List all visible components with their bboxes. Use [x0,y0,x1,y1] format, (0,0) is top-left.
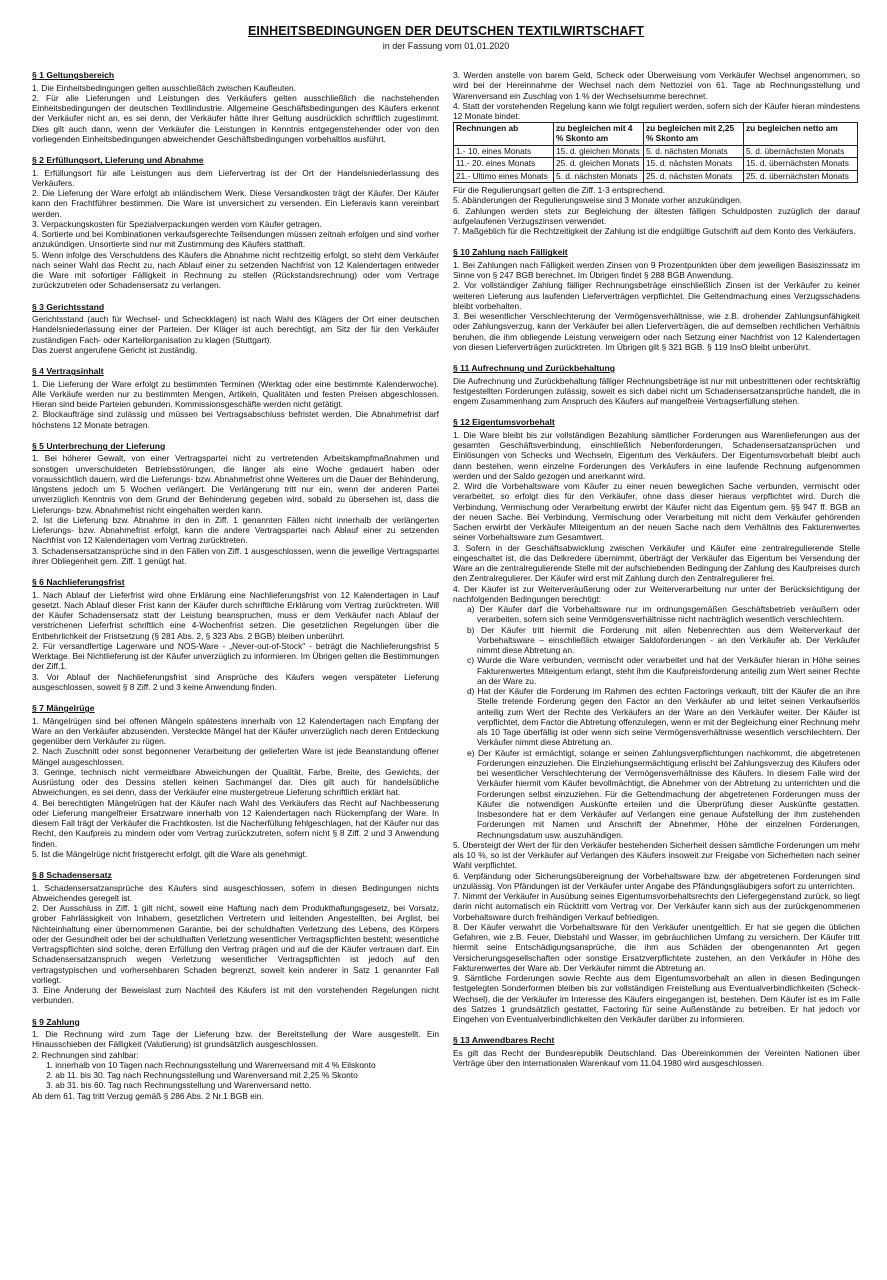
section-heading: § 10 Zahlung nach Fälligkeit [453,247,568,258]
list-item: 1. innerhalb von 10 Tagen nach Rechnungsstellung und Warenversand mit 4 % Eilskonto [46,1059,376,1070]
section-4 [32,366,439,430]
paragraph: 3. Bei wesentlicher Verschlechterung der Vermögensverhältnisse, wie z.B. drohender Zahlungsunfähigkeit oder Zahlungsverzug, kann der Verkäufer bei allen Lieferverträgen, die auf demselben rechtlichen Verhältnis beruhen, die ihm obliegende Leistung verweigern oder nach Setzung einer Nachfrist von 12 Kalendertagen von diesen Lieferverträgen zurücktreten. Im Übrigen gilt § 321 BGB. § 119 InsO bleibt unberührt. [453,311,860,352]
paragraph: Es gilt das Recht der Bundesrepublik Deutschland. Das Übereinkommen der Vereinten Nationen über Verträge über den internationalen Warenkauf vom 11.04.1980 wird ausgeschlossen. [453,1047,860,1069]
paragraph: 2. Vor vollständiger Zahlung fälliger Rechnungsbeträge einschließlich Zinsen ist der Verkäufer zu keiner weiteren Lieferung aus laufenden Lieferverträgen verpflichtet. Die Geltendmachung eines Verzugsschadens bleibt vorbehalten. [453,280,860,311]
list-item: c) Wurde die Ware verbunden, vermischt oder verarbeitet und hat der Verkäufer hieran in Höhe seines Fakturenwertes Miteigentum erlangt, steht ihm die Kaufpreisforderung anteilig zum Wert seiner Rechte an der Ware zu. [467,655,860,686]
paragraph: Das zuerst angerufene Gericht ist zuständig. [32,344,198,355]
table-cell: 15. d. übernächsten Monats [744,158,858,171]
paragraph: 1. Nach Ablauf der Lieferfrist wird ohne Erklärung eine Nachlieferungsfrist von 12 Kalendertagen in Lauf gesetzt. Nach Ablauf dieser Frist kann der Käufer durch schriftliche Erklärung vom Vertrag zurücktreten. Will der Käufer Schadensersatz statt der Leistung beanspruchen, muss er dem Verkäufer nach Ablauf der verstrichenen Lieferfrist schriftlich eine 4-Wochenfrist setzen. Die gesetzlichen Regelungen über die Entbehrlichkeit der Fristsetzung (§ 281 Abs. 2, § 323 Abs. 2 BGB) bleiben unberührt. [32,589,439,641]
section-8 [32,870,439,1005]
table-cell: 5. d. übernächsten Monats [744,145,858,158]
section-6 [32,577,439,692]
paragraph: Für die Regulierungsart gelten die Ziff. 1-3 entsprechend. [453,185,666,196]
paragraph: 3. Werden anstelle von barem Geld, Scheck oder Überweisung vom Verkäufer Wechsel angenommen, so wird bei der Hereinnahme der Wechsel nach dem Nettoziel von 61. Tage ab Rechnungsstellung und Warenversand ein Zuschlag von 1 % der Wechselsumme berechnet. [453,70,860,101]
section-2 [32,155,439,290]
table-cell: 11.- 20. eines Monats [454,158,554,171]
paragraph: 1. Mängelrügen sind bei offenen Mängeln spätestens innerhalb von 12 Kalendertagen nach Empfang der Ware an den Verkäufer abzusenden. Versteckte Mängel hat der Käufer unverzüglich nach deren Entdeckung gegenüber dem Verkäufer zu rügen. [32,715,439,747]
columns [32,70,860,1112]
section-heading: § 7 Mängelrüge [32,703,95,714]
list-item: 3. ab 31. bis 60. Tag nach Rechnungsstellung und Warenversand netto. [46,1080,312,1091]
table-cell: 15. d. gleichen Monats [554,145,644,158]
table-row [454,145,858,158]
conditions-list [453,604,860,840]
paragraph: 2. Rechnungen sind zahlbar: [32,1049,139,1060]
document-subtitle: in der Fassung vom 01.01.2020 [382,41,510,52]
paragraph: Die Aufrechnung und Zurückbehaltung fälliger Rechnungsbeträge ist nur mit unbestrittenen oder rechtskräftig festgestellten Forderungen zulässig, soweit es sich dabei nicht um Schadensersatzansprüche handelt, die in engem Zusammenhang zum Anspruch des Käufers auf mangelfreie Vertragserfüllung stehen. [453,375,860,407]
table-cell: 25. d. nächsten Monats [644,170,744,183]
section-heading: § 9 Zahlung [32,1016,80,1027]
section-heading: § 2 Erfüllungsort, Lieferung und Abnahme [32,155,204,166]
paragraph: 2. Für versandfertige Lagerware und NOS-Ware - „Never-out-of-Stock" - beträgt die Nachlieferungsfrist 5 Werktage. Bei Nichtlieferung ist der Käufer unverzüglich zu informieren. Im Übrigen gelten die Bestimmungen der Ziff.1. [32,640,439,672]
paragraph: 4. Bei berechtigten Mängelrügen hat der Käufer nach Wahl des Verkäufers das Recht auf Nachbesserung oder Lieferung mangelfreier Ersatzware innerhalb von 12 Kalendertagen nach Rückempfang der Ware. In diesem Fall trägt der Verkäufer die Frachtkosten. Ist die Nacherfüllung fehlgeschlagen, hat der Käufer nur das Recht, den Kaufpreis zu mindern oder vom Vertrag zurückzutreten, sofern nicht § 8 Ziff. 2 und 3 Anwendung finden. [32,797,439,849]
section-9 [32,1017,439,1101]
paragraph: 4. Sortierte und bei Kombinationen verkaufsgerechte Teilsendungen müssen zeitnah erfolgen und sind vorher anzukündigen. Unsortierte sind nur mit Zustimmung des Käufers statthaft. [32,229,439,250]
table-cell: 25. d. übernächsten Monats [744,170,858,183]
table-cell: 21.- Ultimo eines Monats [454,170,554,183]
paragraph: 1. Bei höherer Gewalt, von einer Vertragspartei nicht zu vertretenden Arbeitskampfmaßnahmen und sonstigen unverschuldeten Betriebsstörungen, die länger als eine Woche gedauert haben oder voraussichtlich dauern, wird die Lieferungs- bzw. Abnahmefrist ohne Weiteres um die Dauer der Behinderung, längstens jedoch um 5 Wochen verlängert. Die Verlängerung tritt nur ein, wenn der anderen Partei unverzüglich Kenntnis von dem Grund der Behinderung gegeben wird, sobald zu übersehen ist, dass die Lieferungs- bzw. Abnahmefrist nicht eingehalten werden kann. [32,453,439,515]
document-title: EINHEITSBEDINGUNGEN DER DEUTSCHEN TEXTILWIRTSCHAFT [248,24,644,38]
paragraph: 5. Abänderungen der Regulierungsweise sind 3 Monate vorher anzukündigen. [453,195,743,206]
paragraph: 8. Der Käufer verwahrt die Vorbehaltsware für den Verkäufer unentgeltlich. Er hat sie gegen die üblichen Gefahren, wie z.B. Feuer, Diebstahl und Wasser, im gebräuchlichen Umfang zu versichern. Der Käufer tritt hiermit seine Entschädigungsansprüche, die ihm aus Schäden der obengenannten Art gegen Versicherungsgesellschaften oder sonstige Ersatzverpflichtete zustehen, an den Verkäufer in Höhe des Fakturenwertes der Ware ab. Der Verkäufer nimmt die Abtretung an. [453,921,860,973]
paragraph: 3. Schadensersatzansprüche sind in den Fällen von Ziff. 1 ausgeschlossen, wenn die jeweilige Vertragspartei ihrer Obliegenheit gem. Ziff. 1 genügt hat. [32,545,439,566]
table-cell: 1.- 10. eines Monats [454,145,554,158]
section-heading: § 13 Anwendbares Recht [453,1035,555,1046]
list-item: 2. ab 11. bis 30. Tag nach Rechnungsstellung und Warenversand mit 2,25 % Skonto [46,1070,358,1081]
paragraph: 5. Übersteigt der Wert der für den Verkäufer bestehenden Sicherheit dessen sämtliche Forderungen um mehr als 10 %, so ist der Verkäufer auf Verlangen des Käufers insoweit zur Freigabe von Sicherheiten nach seiner Wahl verpflichtet. [453,839,860,871]
paragraph: 1. Erfüllungsort für alle Leistungen aus dem Liefervertrag ist der Ort der Handelsniederlassung des Verkäufers. [32,167,439,188]
section-13 [453,1035,860,1068]
paragraph: 2. Wird die Vorbehaltsware vom Käufer zu einer neuen beweglichen Sache verbunden, vermischt oder verarbeitet, so erfolgt dies für den Verkäufer, ohne dass dieser hieraus verpflichtet wird. Durch die Verbindung, Vermischung oder Verarbeitung erwirbt der Käufer nicht das Eigentum gem. §§ 947 ff. BGB an der neuen Sache. Bei Verbindung, Vermischung oder Verarbeitung mit nicht dem Verkäufer gehörenden Sachen erwirbt der Verkäufer Miteigentum an der neuen Sache nach dem Verhältnis des Fakturenwertes seiner Vorbehaltsware zum Gesamtwert. [453,481,860,543]
section-heading: § 3 Gerichtsstand [32,301,105,312]
right-column [453,70,860,1112]
section-heading: § 4 Vertragsinhalt [32,366,104,377]
paragraph: 2. Für alle Lieferungen und Leistungen des Verkäufers gelten ausschließlich die nachstehenden Einheitsbedingungen der deutschen Textilindustrie. Allgemeine Geschäftsbedingungen des Käufers erkennt der Verkäufer nicht an, es sei denn, der Verkäufer hätte ihrer Geltung ausdrücklich schriftlich zugestimmt. Dies gilt auch dann, wenn der Verkäufer die Leistungen in Kenntnis entgegenstehender oder von den vorliegenden Einheitsbedingungen abweichender Geschäftsbedingungen vorbehaltlos ausführt. [32,92,439,144]
list-item: b) Der Käufer tritt hiermit die Forderung mit allen Nebenrechten aus dem Weiterverkauf der Vorbehaltsware – einschließlich etwaiger Saldoforderungen - an den Verkäufer ab. Der Verkäufer nimmt diese Abtretung an. [467,624,860,656]
table-header: zu begleichen mit 4 % Skonto am [554,123,644,145]
paragraph: 2. Der Ausschluss in Ziff. 1 gilt nicht, soweit eine Haftung nach dem Produkthaftungsgesetz, bei Vorsatz, grober Fahrlässigkeit von Inhabern, gesetzlichen Vertretern und leitenden Angestellten, bei Arglist, bei Nichteinhaltung einer übernommenen Garantie, bei der schuldhaften Verletzung des Lebens, des Körpers oder der Gesundheit oder bei der schuldhaften Verletzung wesentlicher Vertragspflichten besteht; wesentliche Vertragspflichten sind solche, deren Erfüllung den Vertrag prägen und auf die der Käufer vertrauen darf. Ein Schadensersatzanspruch wegen Verletzung wesentlicher Vertragspflichten ist jedoch auf den vertragstypischen und vorhersehbaren Schaden begrenzt, soweit kein anderer in Satz 1 genannter Fall vorliegt. [32,903,439,985]
paragraph: 2. Blockaufträge sind zulässig und müssen bei Vertragsabschluss befristet werden. Die Abnahmefrist darf höchstens 12 Monate betragen. [32,409,439,430]
paragraph: 2. Die Lieferung der Ware erfolgt ab inländischem Werk. Diese Versandkosten trägt der Käufer. Der Käufer kann den Frachtführer bestimmen. Die Ware ist unversichert zu versenden. Ein Lieferavis kann vereinbart werden. [32,188,439,219]
paragraph: 3. Geringe, technisch nicht vermeidbare Abweichungen der Qualität, Farbe, Breite, des Gewichts, der Ausrüstung oder des Dessins stellen keinen Sachmangel dar. Dies gilt auch für handelsübliche Abweichungen, es sei denn, dass der Verkäufer eine mustergetreue Lieferung schriftlich erklärt hat. [32,766,439,798]
left-column [32,70,439,1112]
paragraph: 3. Vor Ablauf der Nachlieferungsfrist sind Ansprüche des Käufers wegen verspäteter Lieferung ausgeschlossen, soweit § 8 Ziff. 2 und 3 keine Anwendung finden. [32,671,439,692]
table-header: zu begleichen mit 2,25 % Skonto am [644,123,744,145]
section-heading: § 5 Unterbrechung der Lieferung [32,440,166,451]
table-header: zu begleichen netto am [744,123,858,145]
paragraph: 1. Schadensersatzansprüche des Käufers sind ausgeschlossen, sofern in diesen Bedingungen nichts Abweichendes geregelt ist. [32,882,439,903]
list-item: e) Der Käufer ist ermächtigt, solange er seinen Zahlungsverpflichtungen nachkommt, die abgetretenen Forderungen einzuziehen. Die Einziehungsermächtigung erlischt bei Zahlungsverzug des Käufers oder bei wesentlicher Verschlechterung der Vermögensverhältnisse des Käufers. In diesem Falle wird der Verkäufer hiermit vom Käufer bevollmächtigt, die Abnehmer von der Abtretung zu unterrichten und die Forderungen selbst einzuziehen. Für die Geltendmachung der abgetretenen Forderungen muss der Käufer die notwendigen Auskünfte erteilen und die Überprüfung dieser Auskünfte gestatten. Insbesondere hat er dem Verkäufer auf Verlangen eine genaue Aufstellung der ihm zustehenden Forderungen mit Namen und Anschrift der Abnehmer, Höhe der einzelnen Forderungen, Rechnungsdatum usw. auszuhändigen. [467,747,860,840]
paragraph: 1. Die Ware bleibt bis zur vollständigen Bezahlung sämtlicher Forderungen aus Warenlieferungen aus der gesamten Geschäftsverbindung, einschließlich Nebenforderungen, Schadensersatzansprüchen und Einlösungen von Schecks und Wechseln, Eigentum des Verkäufers. Der Eigentumsvorbehalt bleibt auch dann bestehen, wenn einzelne Forderungen des Verkäufers in eine laufende Rechnung aufgenommen werden und der Saldo gezogen und anerkannt wird. [453,429,860,481]
section-5 [32,441,439,566]
section-heading: § 1 Geltungsbereich [32,70,115,81]
section-heading: § 8 Schadensersatz [32,870,112,881]
section-heading: § 6 Nachlieferungsfrist [32,577,125,588]
paragraph: 3. Sofern in der Geschäftsabwicklung zwischen Verkäufer und Käufer eine zentralregulierende Stelle eingeschaltet ist, die das Delkredere übernimmt, überträgt der Verkäufer das Eigentum bei Versendung der Ware an die zentralregulierende Stelle mit der aufschiebenden Bedingung der Zahlung des Kaufpreises durch den Zentralregulierer. Der Käufer wird erst mit Zahlung durch den Zentralregulierer frei. [453,542,860,584]
section-12 [453,417,860,1024]
paragraph: 4. Statt der vorstehenden Regelung kann wie folgt reguliert werden, sofern sich der Käufer hieran mindestens 12 Monate bindet: [453,100,860,122]
section-heading: § 12 Eigentumsvorbehalt [453,417,555,428]
paragraph: Ab dem 61. Tag tritt Verzug gemäß § 286 Abs. 2 Nr.1 BGB ein. [32,1090,264,1101]
table-header: Rechnungen ab [454,123,554,145]
list-item: a) Der Käufer darf die Vorbehaltsware nur im ordnungsgemäßen Geschäftsbetrieb veräußern oder verarbeiten, sofern sich seine Vermögensverhältnisse nicht nachträglich wesentlich verschlechtern. [467,604,860,625]
paragraph: 4. Der Käufer ist zur Weiterveräußerung oder zur Weiterverarbeitung nur unter der Berücksichtigung der nachfolgenden Bedingungen berechtigt: [453,583,860,604]
paragraph: Gerichtsstand (auch für Wechsel- und Scheckklagen) ist nach Wahl des Klägers der Ort einer deutschen Handelsniederlassung einer der Parteien. Der Kläger ist auch berechtigt, am Sitz der für den Verkäufer zuständigen Fach- oder Kartellorganisation zu klagen (Stuttgart). [32,314,439,345]
paragraph: 6. Verpfändung oder Sicherungsübereignung der Vorbehaltsware bzw. der abgetretenen Forderungen sind unzulässig. Von Pfändungen ist der Verkäufer unter Angabe des Pfändungsgläubigers sofort zu unterrichten. [453,870,860,891]
payment-terms-list [32,1060,439,1091]
paragraph: 3. Verpackungskosten für Spezialverpackungen werden vom Käufer getragen. [32,218,322,229]
table-cell: 5. d. nächsten Monats [554,170,644,183]
paragraph: 1. Die Lieferung der Ware erfolgt zu bestimmten Terminen (Werktag oder eine bestimmte Kalenderwoche). Alle Verkäufe werden nur zu bestimmten Mengen, Artikeln, Qualitäten und festen Preisen abgeschlossen. Hieran sind beide Parteien gebunden. Kommissionsgeschäfte werden nicht getätigt. [32,378,439,410]
discount-table [453,122,858,183]
section-heading: § 11 Aufrechnung und Zurückbehaltung [453,363,616,374]
paragraph: 7. Maßgeblich für die Rechtzeitigkeit der Zahlung ist die endgültige Gutschrift auf dem Konto des Verkäufers. [453,226,856,237]
paragraph: 1. Die Einheitsbedingungen gelten ausschließlich zwischen Kaufleuten. [32,82,296,93]
paragraph: 7. Nimmt der Verkäufer in Ausübung seines Eigentumsvorbehaltsrechts den Liefergegenstand zurück, so liegt darin nicht automatisch ein Rücktritt vom Vertrag vor. Der Verkäufer kann sich aus der zurückgenommenen Vorbehaltsware durch freihändigen Verkauf befriedigen. [453,891,860,922]
section-9-continued [453,70,860,236]
table-cell: 5. d. nächsten Monats [644,145,744,158]
paragraph: 5. Wenn infolge des Verschuldens des Käufers die Abnahme nicht rechtzeitig erfolgt, so steht dem Verkäufer nach seiner Wahl das Recht zu, nach Ablauf einer zu setzenden Nachfrist von 12 Kalendertagen entweder die Ware mit sofortiger Fälligkeit in Rechnung zu stellen (Rückstandsrechnung) oder vom Vertrage zurückzutreten oder Schadensersatz zu verlangen. [32,249,439,291]
paragraph: 6. Zahlungen werden stets zur Begleichung der ältesten fälligen Schuldposten zuzüglich der darauf aufgelaufenen Verzugszinsen verwendet. [453,205,860,226]
table-cell: 15. d. nächsten Monats [644,158,744,171]
section-11 [453,363,860,406]
paragraph: 2. Ist die Lieferung bzw. Abnahme in den in Ziff. 1 genannten Fällen nicht innerhalb der verlängerten Lieferungs- bzw. Abnahmefrist erfolgt, kann die andere Vertragspartei nach Ablauf einer zu setzenden Nachfrist von 12 Kalendertagen vom Vertrag zurücktreten. [32,514,439,546]
table-row [454,158,858,171]
paragraph: 5. Ist die Mängelrüge nicht fristgerecht erfolgt, gilt die Ware als genehmigt. [32,848,308,859]
paragraph: 2. Nach Zuschnitt oder sonst begonnener Verarbeitung der gelieferten Ware ist jede Beanstandung offener Mängel ausgeschlossen. [32,746,439,767]
list-item: d) Hat der Käufer die Forderung im Rahmen des echten Factorings verkauft, tritt der Käufer die an ihre Stelle tretende Forderung gegen den Factor an den Verkäufer ab und leitet seinen Verkaufserlös anteilig zum Wert der Rechte des Verkäufers an der Ware an den Verkäufer weiter. Der Käufer ist verpflichtet, dem Factor die Abtretung offenzulegen, wenn er mit der Begleichung einer Rechnung mehr als 10 Tage überfällig ist oder wenn sich seine Vermögensverhältnisse wesentlich verschlechtern. Der Verkäufer nimmt diese Abtretung an. [467,686,860,748]
table-header-row [454,123,858,145]
section-1 [32,70,439,144]
paragraph: 1. Die Rechnung wird zum Tage der Lieferung bzw. der Bereitstellung der Ware ausgestellt. Ein Hinausschieben der Fälligkeit (Valutierung) ist grundsätzlich ausgeschlossen. [32,1029,439,1050]
table-cell: 25. d. gleichen Monats [554,158,644,171]
table-row [454,170,858,183]
section-7 [32,703,439,859]
paragraph: 1. Bei Zahlungen nach Fälligkeit werden Zinsen von 9 Prozentpunkten über dem jeweiligen Basiszinssatz im Sinne von § 247 BGB berechnet. Im Übrigen findet § 288 BGB Anwendung. [453,259,860,281]
section-10 [453,247,860,352]
paragraph: 3. Eine Änderung der Beweislast zum Nachteil des Käufers ist mit den vorstehenden Regelungen nicht verbunden. [32,985,439,1006]
paragraph: 9. Sämtliche Forderungen sowie Rechte aus dem Eigentumsvorbehalt an allen in diesen Bedingungen festgelegten Sonderformen bleiben bis zur vollständigen Freistellung aus Eventualverbindlichkeiten (Scheck-Wechsel), die der Verkäufer im Interesse des Käufers eingegangen ist, bestehen. Dem Käufer ist es im Falle des Satzes 1 grundsätzlich gestattet, Factoring für seine Außenstände zu betreiben. Er hat jedoch vor Eingehen von Eventualverbindlichkeiten den Verkäufer darüber zu informieren. [453,973,860,1025]
section-3 [32,302,439,355]
